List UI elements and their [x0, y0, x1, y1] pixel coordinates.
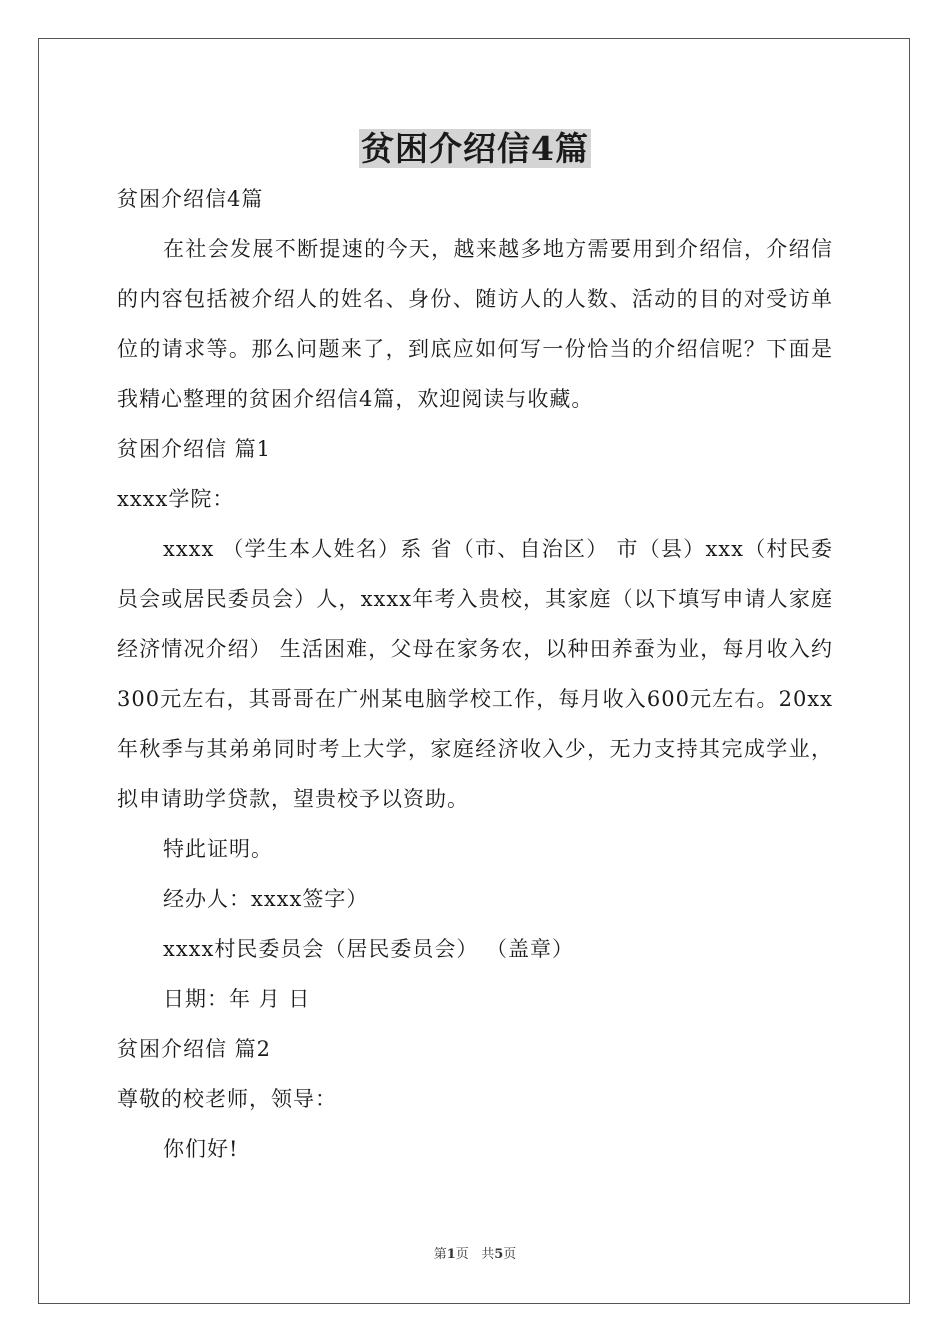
subtitle-line: 贫困介绍信4篇	[117, 187, 264, 211]
certification-line: 特此证明。	[163, 837, 273, 861]
footer-mid: 页 共	[455, 1247, 495, 1262]
footer-prefix: 第	[433, 1247, 447, 1262]
committee-seal-line: xxxx村民委员会（居民委员会） （盖章）	[163, 937, 575, 961]
footer-suffix: 页	[503, 1247, 517, 1262]
document-body	[117, 174, 833, 1174]
section-heading-2: 贫困介绍信 篇2	[117, 1037, 272, 1061]
letter-salutation-2: 尊敬的校老师，领导：	[117, 1087, 337, 1111]
document-title-text: 贫困介绍信4篇	[361, 129, 589, 168]
greeting-line: 你们好!	[163, 1137, 239, 1161]
document-title	[0, 128, 950, 170]
handler-signature-line: 经办人：xxxx签字）	[163, 887, 369, 911]
page-footer	[0, 1246, 950, 1264]
letter-body-1: xxxx （学生本人姓名）系 省（市、自治区） 市（县）xxx（村民委员会或居民委员会）人，xxxx年考入贵校，其家庭（以下填写申请人家庭经济情况介绍） 生活困难，父母在家务农，以种田养蚕为业，每月收入约300元左右，其哥哥在广州某电脑学校工作，每月收入600元左右。20xx年秋季与其弟弟同时考上大学，家庭经济收入少，无力支持其完成学业，拟申请助学贷款，望贵校予以资助。	[117, 537, 833, 811]
footer-page-number: 1	[446, 1247, 456, 1262]
footer-total-pages: 5	[494, 1247, 504, 1262]
letter-salutation-1: xxxx学院：	[117, 487, 235, 511]
date-line: 日期：年 月 日	[163, 987, 311, 1011]
intro-paragraph: 在社会发展不断提速的今天，越来越多地方需要用到介绍信，介绍信的内容包括被介绍人的姓名、身份、随访人的人数、活动的目的对受访单位的请求等。那么问题来了，到底应如何写一份恰当的介绍信呢？下面是我精心整理的贫困介绍信4篇，欢迎阅读与收藏。	[117, 237, 833, 411]
section-heading-1: 贫困介绍信 篇1	[117, 437, 272, 461]
